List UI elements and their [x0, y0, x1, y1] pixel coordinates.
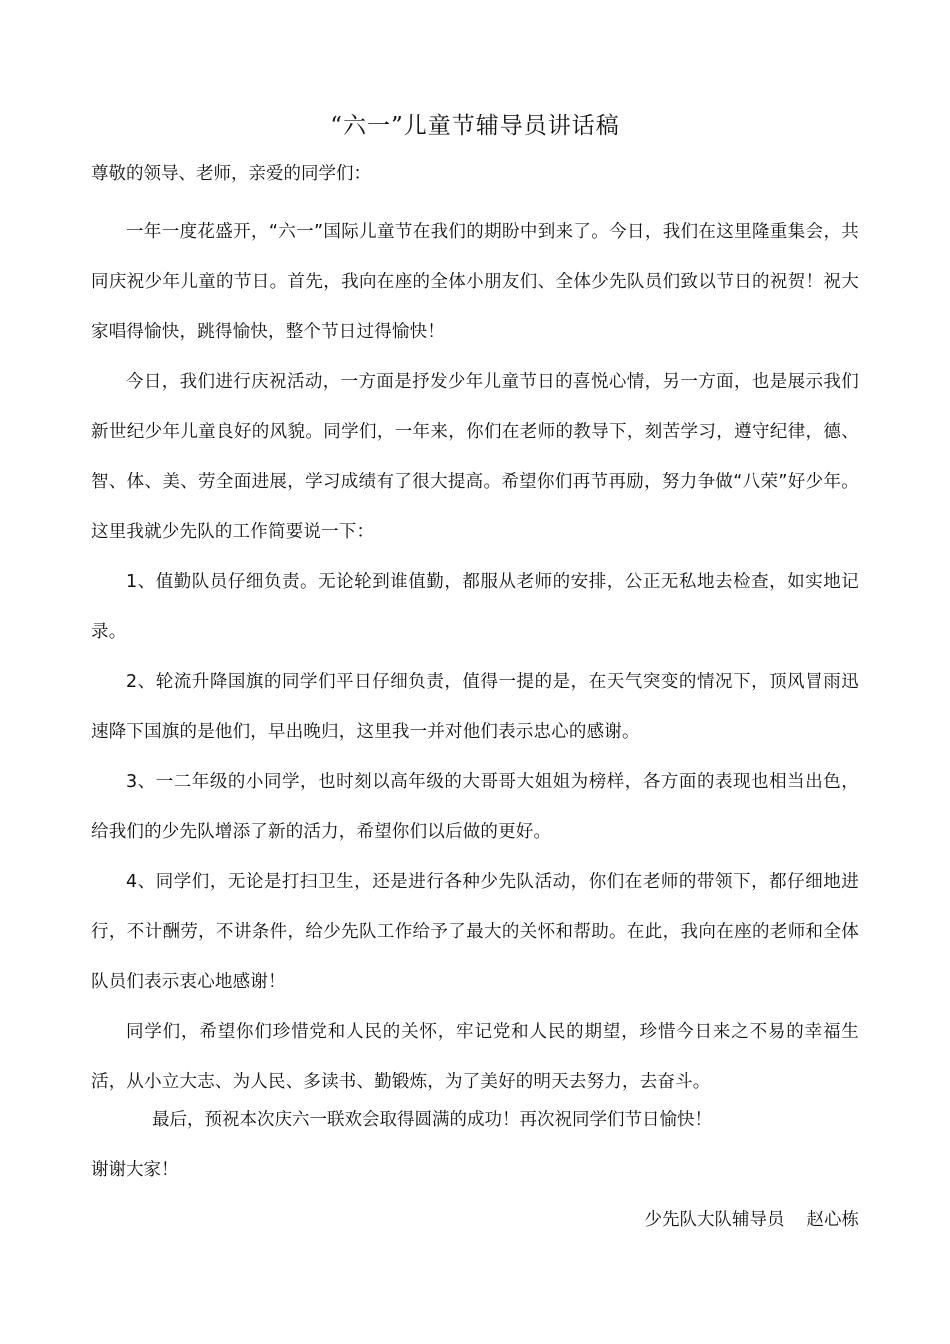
paragraph-opening: 一年一度花盛开，“六一”国际儿童节在我们的期盼中到来了。今日，我们在这里隆重集会，共同庆祝少年儿童的节日。首先，我向在座的全体小朋友们、全体少先队员们致以节日的祝贺！祝大家唱得愉快，跳得愉快，整个节日过得愉快！: [91, 222, 859, 342]
paragraph-item-3: 3、一二年级的小同学，也时刻以高年级的大哥哥大姐姐为榜样，各方面的表现也相当出色，给我们的少先队增添了新的活力，希望你们以后做的更好。: [91, 772, 859, 842]
paragraph-hope: 同学们，希望你们珍惜党和人民的关怀，牢记党和人民的期望，珍惜今日来之不易的幸福生活，从小立大志、为人民、多读书、勤锻炼，为了美好的明天去努力，去奋斗。: [91, 1022, 859, 1092]
paragraph-item-1: 1、值勤队员仔细负责。无论轮到谁值勤，都服从老师的安排，公正无私地去检查，如实地记录。: [91, 572, 859, 642]
signature: [645, 1206, 860, 1234]
signature-role: 少先队大队辅导员: [644, 1210, 785, 1230]
closing-line: 最后，预祝本次庆六一联欢会取得圆满的成功！再次祝同学们节日愉快！: [152, 1110, 712, 1130]
salutation: 尊敬的领导、老师，亲爱的同学们：: [91, 164, 371, 184]
signature-name: 赵心栋: [806, 1210, 859, 1230]
thanks-line: 谢谢大家！: [91, 1160, 179, 1180]
paragraph-item-2: 2、轮流升降国旗的同学们平日仔细负责，值得一提的是，在天气突变的情况下，顶风冒雨迅速降下国旗的是他们，早出晚归，这里我一并对他们表示忠心的感谢。: [91, 672, 859, 742]
paragraph-activities: 今日，我们进行庆祝活动，一方面是抒发少年儿童节日的喜悦心情，另一方面，也是展示我们新世纪少年儿童良好的风貌。同学们，一年来，你们在老师的教导下，刻苦学习，遵守纪律，德、智、体、美、劳全面进展，学习成绩有了很大提高。希望你们再节再励，努力争做“八荣”好少年。这里我就少先队的工作简要说一下：: [91, 372, 859, 542]
document-body: [91, 207, 859, 1107]
document-title: “六一”儿童节辅导员讲话稿: [330, 113, 620, 139]
paragraph-item-4: 4、同学们，无论是打扫卫生，还是进行各种少先队活动，你们在老师的带领下，都仔细地进行，不计酬劳，不讲条件，给少先队工作给予了最大的关怀和帮助。在此，我向在座的老师和全体队员们表示衷心地感谢！: [91, 872, 859, 992]
